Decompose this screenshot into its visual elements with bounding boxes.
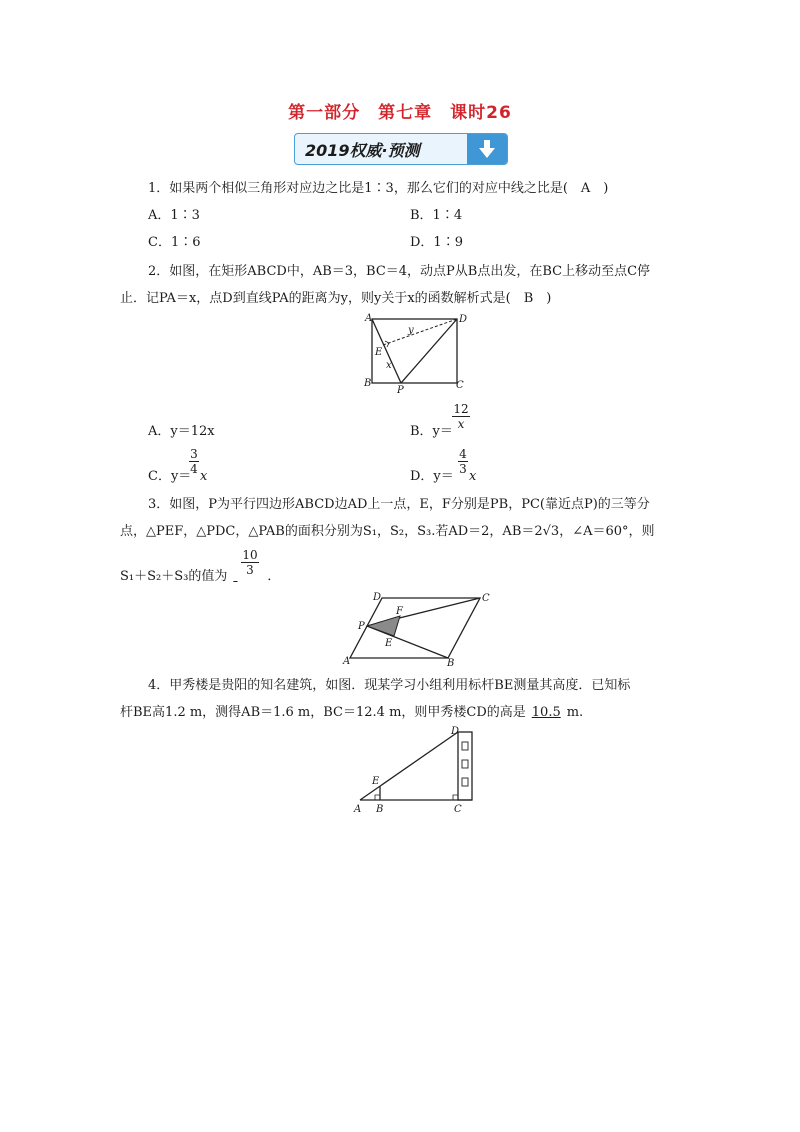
fraction-denominator: x [452, 416, 470, 431]
q4-answer: 10.5 [531, 705, 561, 720]
label-a: A [343, 656, 351, 667]
label-c: C [454, 804, 462, 815]
q1-option-c: C．1∶6 [148, 235, 201, 250]
q3-line2: 点，△PEF，△PDC，△PAB的面积分别为S₁，S₂，S₃.若AD＝2，AB＝2√3，∠A＝60°，则 [120, 524, 655, 539]
q2-option-d: D．y＝ [410, 469, 454, 484]
prediction-banner [294, 133, 508, 165]
download-arrow-icon [467, 134, 507, 164]
label-a: A [354, 804, 362, 815]
q2-option-b-fraction [452, 402, 470, 431]
q1-option-d: D．1∶9 [410, 235, 463, 250]
label-c: C [482, 593, 490, 604]
fraction-denominator: 4 [190, 462, 198, 476]
label-p: P [397, 385, 404, 396]
q1-text: 1．如果两个相似三角形对应边之比是1∶3，那么它们的对应中线之比是( A ) [148, 181, 609, 196]
q3-line1: 3．如图，P为平行四边形ABCD边AD上一点，E，F分别是PB，PC(靠近点P)的三等分 [148, 497, 650, 512]
q2-option-c: C．y＝ [148, 469, 192, 484]
right-angle-b [375, 795, 380, 800]
q1-option-b: B．1∶4 [410, 208, 463, 223]
label-d: D [451, 726, 460, 737]
fraction-numerator: 4 [459, 447, 467, 461]
label-b: B [447, 658, 455, 668]
rect-abcd [372, 319, 457, 383]
window-2 [462, 760, 468, 768]
window-3 [462, 778, 468, 786]
label-p: P [358, 621, 365, 632]
label-c: C [456, 380, 464, 391]
q2-line2: 止．记PA＝x，点D到直线PA的距离为y，则y关于x的函数解析式是( B ) [120, 291, 552, 306]
label-e: E [372, 776, 380, 787]
q1-option-a: A．1∶3 [148, 208, 200, 223]
fraction-denominator: 3 [459, 462, 467, 476]
fraction-numerator: 3 [190, 447, 198, 461]
label-x: x [386, 360, 392, 371]
fraction-numerator: 10 [242, 548, 258, 562]
right-angle-c [453, 795, 458, 800]
sight-line [360, 732, 458, 800]
q4-tower-figure [350, 724, 480, 820]
q2-option-d-fraction [458, 447, 468, 476]
fraction-numerator: 12 [453, 402, 469, 416]
q2-option-a: A．y＝12x [148, 424, 215, 439]
label-a: A [365, 313, 373, 324]
label-d: D [459, 314, 468, 325]
q2-rectangle-figure [360, 310, 472, 400]
label-y: y [408, 325, 414, 336]
parallelogram-abcd [350, 598, 480, 658]
banner-label: 2019权威·预测 [305, 141, 420, 160]
label-b: B [364, 378, 372, 389]
label-d: D [373, 592, 382, 603]
label-e: E [385, 638, 393, 649]
q3-answer-fraction [241, 548, 259, 577]
window-1 [462, 742, 468, 750]
q3-line3-prefix: S₁＋S₂＋S₃的值为 [120, 569, 228, 584]
q4-line2 [120, 705, 583, 721]
label-e: E [375, 347, 383, 358]
q4-line1: 4．甲秀楼是贵阳的知名建筑，如图．现某学习小组利用标杆BE测量其高度．已知标 [148, 678, 631, 693]
fraction-denominator: 3 [241, 562, 259, 577]
q3-parallelogram-figure [340, 588, 500, 672]
q2-option-b: B．y＝ [410, 424, 453, 439]
q3-line3-suffix: ． [267, 569, 281, 584]
label-b: B [376, 804, 384, 815]
q2-option-c-fraction [189, 447, 199, 476]
page-title: 第一部分 第七章 课时26 [288, 103, 512, 123]
label-f: F [396, 606, 403, 617]
q2-line1: 2．如图，在矩形ABCD中，AB＝3，BC＝4，动点P从B点出发，在BC上移动至点C停 [148, 264, 651, 279]
q4-line2-prefix: 杆BE高1.2 m，测得AB＝1.6 m，BC＝12.4 m，则甲秀楼CD的高是 [120, 705, 526, 720]
q2-option-d-variable: x [469, 469, 477, 484]
q4-line2-suffix: m. [566, 705, 584, 720]
q2-option-c-variable: x [200, 469, 208, 484]
